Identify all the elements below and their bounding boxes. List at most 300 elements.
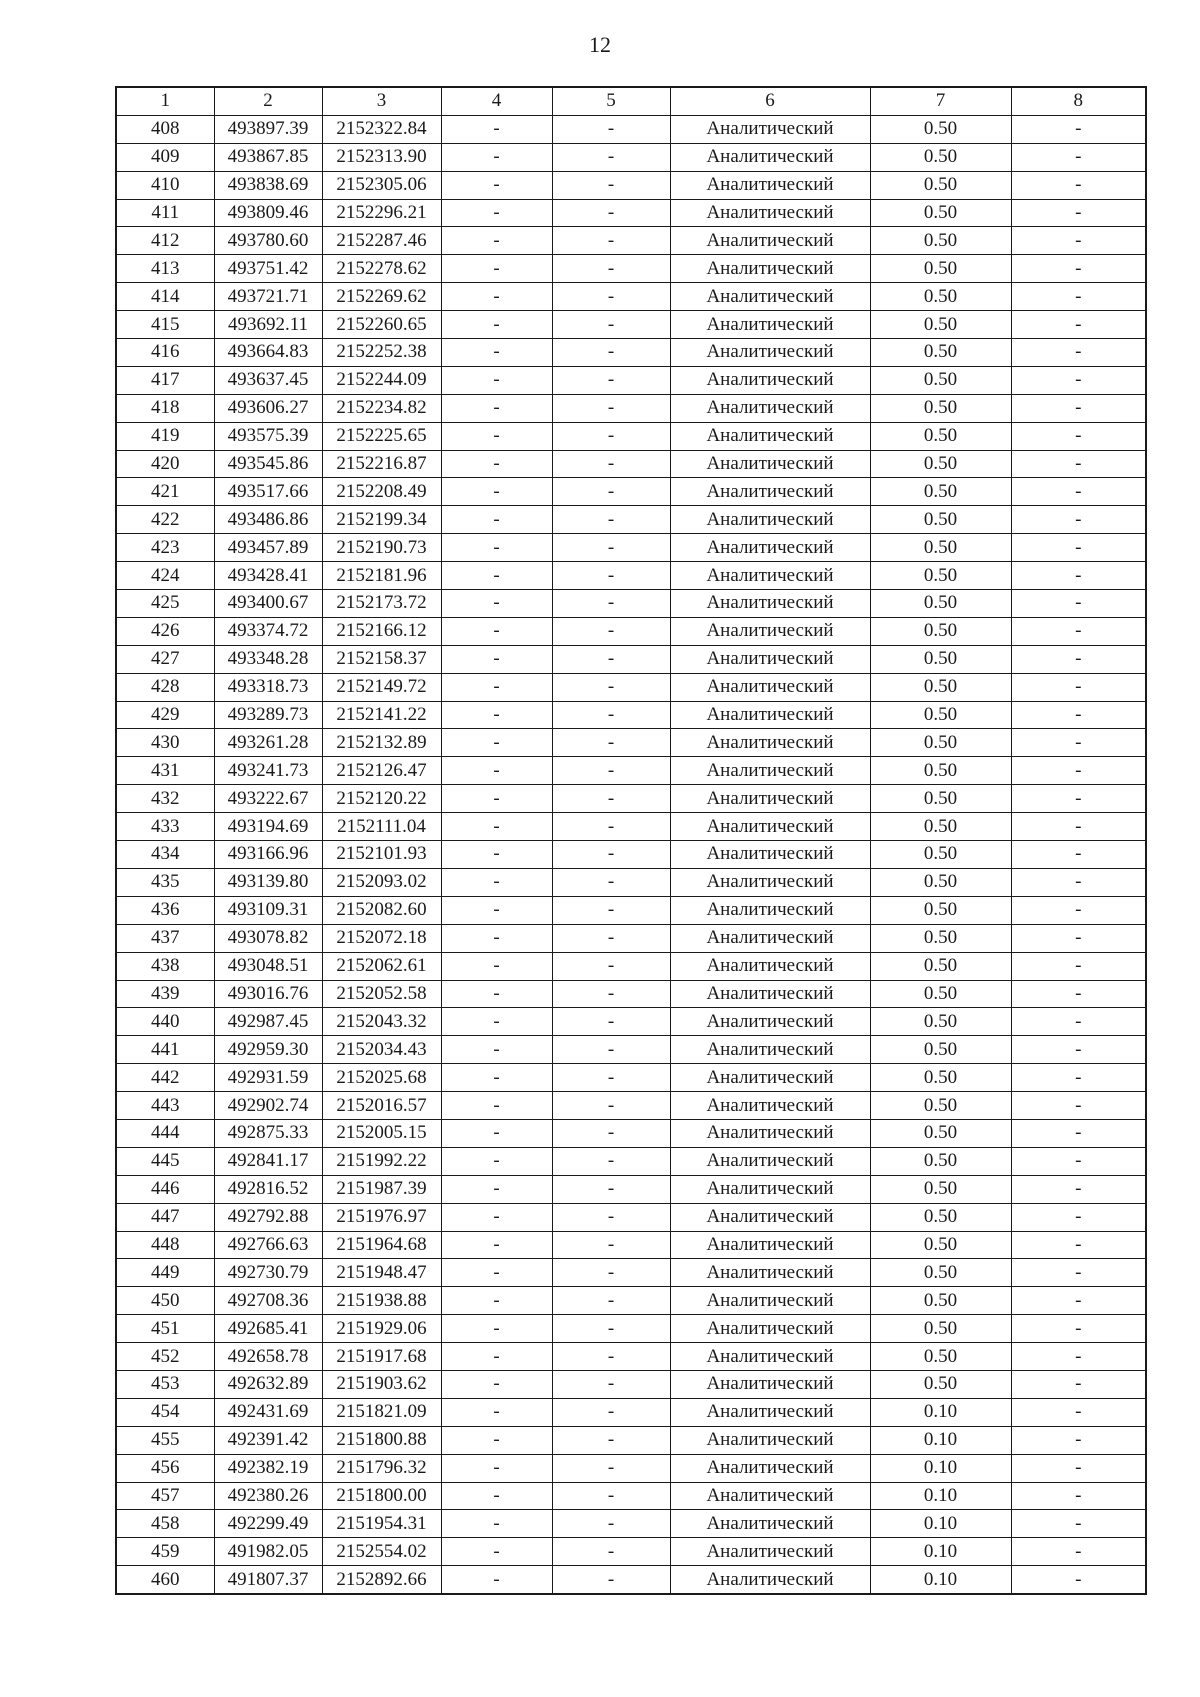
cell-col-4: - <box>441 1315 552 1343</box>
cell-accuracy: 0.50 <box>870 255 1011 283</box>
cell-col-5: - <box>552 701 670 729</box>
cell-col-8: - <box>1011 841 1146 869</box>
cell-method: Аналитический <box>670 757 870 785</box>
table-row <box>116 924 1146 952</box>
cell-point-number: 444 <box>116 1119 214 1147</box>
cell-col-4: - <box>441 1510 552 1538</box>
cell-method: Аналитический <box>670 1203 870 1231</box>
cell-method: Аналитический <box>670 1259 870 1287</box>
cell-accuracy: 0.50 <box>870 562 1011 590</box>
cell-point-number: 419 <box>116 422 214 450</box>
table-row <box>116 1454 1146 1482</box>
cell-y-coordinate: 2152190.73 <box>322 534 441 562</box>
cell-x-coordinate: 493457.89 <box>214 534 322 562</box>
cell-col-4: - <box>441 1231 552 1259</box>
cell-col-8: - <box>1011 199 1146 227</box>
cell-method: Аналитический <box>670 785 870 813</box>
cell-point-number: 415 <box>116 311 214 339</box>
table-row <box>116 1315 1146 1343</box>
cell-col-8: - <box>1011 1175 1146 1203</box>
cell-col-8: - <box>1011 255 1146 283</box>
column-header-8: 8 <box>1011 87 1146 115</box>
table-row <box>116 227 1146 255</box>
cell-point-number: 451 <box>116 1315 214 1343</box>
cell-y-coordinate: 2151964.68 <box>322 1231 441 1259</box>
cell-col-5: - <box>552 283 670 311</box>
cell-accuracy: 0.50 <box>870 1315 1011 1343</box>
cell-accuracy: 0.50 <box>870 1119 1011 1147</box>
cell-accuracy: 0.50 <box>870 1064 1011 1092</box>
cell-col-5: - <box>552 980 670 1008</box>
cell-accuracy: 0.10 <box>870 1510 1011 1538</box>
cell-y-coordinate: 2152111.04 <box>322 813 441 841</box>
cell-point-number: 429 <box>116 701 214 729</box>
cell-col-8: - <box>1011 590 1146 618</box>
cell-col-5: - <box>552 171 670 199</box>
cell-accuracy: 0.50 <box>870 227 1011 255</box>
column-header-1: 1 <box>116 87 214 115</box>
cell-y-coordinate: 2151796.32 <box>322 1454 441 1482</box>
table-row <box>116 1231 1146 1259</box>
cell-method: Аналитический <box>670 952 870 980</box>
cell-col-5: - <box>552 1510 670 1538</box>
cell-point-number: 455 <box>116 1426 214 1454</box>
cell-col-5: - <box>552 562 670 590</box>
table-row <box>116 1259 1146 1287</box>
table-row <box>116 311 1146 339</box>
cell-y-coordinate: 2152225.65 <box>322 422 441 450</box>
cell-col-4: - <box>441 311 552 339</box>
cell-col-5: - <box>552 1482 670 1510</box>
cell-y-coordinate: 2152166.12 <box>322 617 441 645</box>
cell-method: Аналитический <box>670 1175 870 1203</box>
column-header-4: 4 <box>441 87 552 115</box>
cell-accuracy: 0.10 <box>870 1426 1011 1454</box>
cell-col-4: - <box>441 673 552 701</box>
cell-col-4: - <box>441 1259 552 1287</box>
cell-col-8: - <box>1011 1482 1146 1510</box>
cell-y-coordinate: 2152141.22 <box>322 701 441 729</box>
cell-y-coordinate: 2152093.02 <box>322 868 441 896</box>
cell-accuracy: 0.50 <box>870 1231 1011 1259</box>
table-row <box>116 980 1146 1008</box>
cell-x-coordinate: 493048.51 <box>214 952 322 980</box>
cell-method: Аналитический <box>670 1231 870 1259</box>
cell-method: Аналитический <box>670 1147 870 1175</box>
cell-col-5: - <box>552 450 670 478</box>
cell-y-coordinate: 2152892.66 <box>322 1566 441 1594</box>
cell-method: Аналитический <box>670 199 870 227</box>
cell-col-5: - <box>552 673 670 701</box>
cell-x-coordinate: 493838.69 <box>214 171 322 199</box>
cell-method: Аналитический <box>670 422 870 450</box>
table-row <box>116 1092 1146 1120</box>
cell-col-8: - <box>1011 366 1146 394</box>
cell-x-coordinate: 493289.73 <box>214 701 322 729</box>
cell-accuracy: 0.10 <box>870 1566 1011 1594</box>
table-row <box>116 757 1146 785</box>
cell-x-coordinate: 492816.52 <box>214 1175 322 1203</box>
cell-method: Аналитический <box>670 143 870 171</box>
cell-col-8: - <box>1011 1510 1146 1538</box>
cell-accuracy: 0.50 <box>870 1008 1011 1036</box>
cell-y-coordinate: 2152322.84 <box>322 115 441 143</box>
cell-col-8: - <box>1011 450 1146 478</box>
cell-method: Аналитический <box>670 366 870 394</box>
cell-x-coordinate: 493692.11 <box>214 311 322 339</box>
cell-x-coordinate: 493867.85 <box>214 143 322 171</box>
cell-method: Аналитический <box>670 617 870 645</box>
cell-point-number: 454 <box>116 1398 214 1426</box>
cell-col-4: - <box>441 1287 552 1315</box>
cell-accuracy: 0.50 <box>870 645 1011 673</box>
cell-col-5: - <box>552 1287 670 1315</box>
cell-point-number: 449 <box>116 1259 214 1287</box>
cell-col-8: - <box>1011 478 1146 506</box>
cell-accuracy: 0.50 <box>870 1343 1011 1371</box>
cell-point-number: 436 <box>116 896 214 924</box>
cell-y-coordinate: 2152554.02 <box>322 1538 441 1566</box>
cell-point-number: 428 <box>116 673 214 701</box>
cell-col-5: - <box>552 1538 670 1566</box>
cell-method: Аналитический <box>670 1008 870 1036</box>
cell-col-5: - <box>552 1259 670 1287</box>
cell-col-4: - <box>441 952 552 980</box>
cell-x-coordinate: 493318.73 <box>214 673 322 701</box>
cell-col-4: - <box>441 924 552 952</box>
cell-col-8: - <box>1011 283 1146 311</box>
cell-method: Аналитический <box>670 729 870 757</box>
cell-col-8: - <box>1011 1538 1146 1566</box>
cell-col-5: - <box>552 896 670 924</box>
cell-point-number: 452 <box>116 1343 214 1371</box>
table-header-row <box>116 87 1146 115</box>
cell-y-coordinate: 2152287.46 <box>322 227 441 255</box>
cell-col-4: - <box>441 366 552 394</box>
cell-point-number: 414 <box>116 283 214 311</box>
cell-accuracy: 0.50 <box>870 311 1011 339</box>
cell-x-coordinate: 493721.71 <box>214 283 322 311</box>
cell-col-8: - <box>1011 617 1146 645</box>
cell-point-number: 457 <box>116 1482 214 1510</box>
cell-accuracy: 0.50 <box>870 115 1011 143</box>
cell-col-4: - <box>441 143 552 171</box>
cell-col-5: - <box>552 366 670 394</box>
cell-col-4: - <box>441 1064 552 1092</box>
cell-method: Аналитический <box>670 311 870 339</box>
table-row <box>116 701 1146 729</box>
cell-col-4: - <box>441 1008 552 1036</box>
cell-col-8: - <box>1011 506 1146 534</box>
cell-col-4: - <box>441 1566 552 1594</box>
cell-method: Аналитический <box>670 227 870 255</box>
cell-x-coordinate: 493194.69 <box>214 813 322 841</box>
cell-col-8: - <box>1011 757 1146 785</box>
cell-point-number: 425 <box>116 590 214 618</box>
cell-accuracy: 0.50 <box>870 478 1011 506</box>
cell-col-8: - <box>1011 227 1146 255</box>
cell-col-4: - <box>441 478 552 506</box>
cell-accuracy: 0.50 <box>870 785 1011 813</box>
cell-method: Аналитический <box>670 645 870 673</box>
cell-point-number: 430 <box>116 729 214 757</box>
cell-x-coordinate: 492931.59 <box>214 1064 322 1092</box>
cell-x-coordinate: 492708.36 <box>214 1287 322 1315</box>
cell-col-8: - <box>1011 1092 1146 1120</box>
cell-col-8: - <box>1011 562 1146 590</box>
cell-method: Аналитический <box>670 450 870 478</box>
cell-col-4: - <box>441 1482 552 1510</box>
coordinates-table <box>115 86 1147 1595</box>
cell-method: Аналитический <box>670 339 870 367</box>
cell-method: Аналитический <box>670 1566 870 1594</box>
cell-point-number: 456 <box>116 1454 214 1482</box>
cell-point-number: 446 <box>116 1175 214 1203</box>
cell-col-8: - <box>1011 339 1146 367</box>
cell-accuracy: 0.50 <box>870 841 1011 869</box>
cell-col-4: - <box>441 1203 552 1231</box>
cell-x-coordinate: 492685.41 <box>214 1315 322 1343</box>
cell-col-4: - <box>441 813 552 841</box>
cell-col-5: - <box>552 785 670 813</box>
cell-y-coordinate: 2152101.93 <box>322 841 441 869</box>
table-row <box>116 1147 1146 1175</box>
cell-x-coordinate: 493348.28 <box>214 645 322 673</box>
cell-col-8: - <box>1011 673 1146 701</box>
cell-col-8: - <box>1011 785 1146 813</box>
cell-point-number: 443 <box>116 1092 214 1120</box>
table-row <box>116 645 1146 673</box>
cell-x-coordinate: 493809.46 <box>214 199 322 227</box>
cell-y-coordinate: 2152052.58 <box>322 980 441 1008</box>
cell-y-coordinate: 2151917.68 <box>322 1343 441 1371</box>
cell-x-coordinate: 492766.63 <box>214 1231 322 1259</box>
cell-accuracy: 0.50 <box>870 506 1011 534</box>
cell-accuracy: 0.50 <box>870 199 1011 227</box>
cell-col-4: - <box>441 868 552 896</box>
cell-col-8: - <box>1011 896 1146 924</box>
cell-x-coordinate: 493517.66 <box>214 478 322 506</box>
cell-y-coordinate: 2151948.47 <box>322 1259 441 1287</box>
cell-method: Аналитический <box>670 478 870 506</box>
cell-x-coordinate: 493222.67 <box>214 785 322 813</box>
cell-accuracy: 0.50 <box>870 617 1011 645</box>
cell-y-coordinate: 2152034.43 <box>322 1036 441 1064</box>
cell-accuracy: 0.50 <box>870 701 1011 729</box>
cell-point-number: 450 <box>116 1287 214 1315</box>
cell-accuracy: 0.50 <box>870 366 1011 394</box>
cell-col-4: - <box>441 255 552 283</box>
cell-point-number: 442 <box>116 1064 214 1092</box>
cell-method: Аналитический <box>670 673 870 701</box>
cell-col-4: - <box>441 1454 552 1482</box>
table-row <box>116 562 1146 590</box>
cell-accuracy: 0.50 <box>870 534 1011 562</box>
page-number: 12 <box>589 32 611 57</box>
cell-col-5: - <box>552 1092 670 1120</box>
cell-accuracy: 0.50 <box>870 980 1011 1008</box>
cell-method: Аналитический <box>670 1036 870 1064</box>
cell-col-4: - <box>441 450 552 478</box>
cell-col-4: - <box>441 645 552 673</box>
cell-method: Аналитический <box>670 590 870 618</box>
cell-col-5: - <box>552 1370 670 1398</box>
cell-col-8: - <box>1011 980 1146 1008</box>
cell-x-coordinate: 491982.05 <box>214 1538 322 1566</box>
cell-y-coordinate: 2152181.96 <box>322 562 441 590</box>
column-header-5: 5 <box>552 87 670 115</box>
cell-col-8: - <box>1011 1343 1146 1371</box>
cell-y-coordinate: 2152208.49 <box>322 478 441 506</box>
cell-col-4: - <box>441 1147 552 1175</box>
cell-col-8: - <box>1011 1147 1146 1175</box>
cell-col-8: - <box>1011 143 1146 171</box>
cell-col-4: - <box>441 283 552 311</box>
cell-point-number: 423 <box>116 534 214 562</box>
cell-col-5: - <box>552 813 670 841</box>
cell-y-coordinate: 2151954.31 <box>322 1510 441 1538</box>
cell-col-5: - <box>552 617 670 645</box>
cell-col-8: - <box>1011 1287 1146 1315</box>
cell-col-5: - <box>552 757 670 785</box>
cell-y-coordinate: 2152278.62 <box>322 255 441 283</box>
cell-accuracy: 0.50 <box>870 1287 1011 1315</box>
cell-col-8: - <box>1011 534 1146 562</box>
cell-accuracy: 0.10 <box>870 1482 1011 1510</box>
cell-accuracy: 0.50 <box>870 450 1011 478</box>
cell-accuracy: 0.50 <box>870 952 1011 980</box>
cell-method: Аналитический <box>670 896 870 924</box>
cell-y-coordinate: 2152269.62 <box>322 283 441 311</box>
cell-col-4: - <box>441 115 552 143</box>
cell-col-8: - <box>1011 1064 1146 1092</box>
cell-point-number: 421 <box>116 478 214 506</box>
cell-col-5: - <box>552 394 670 422</box>
cell-x-coordinate: 493016.76 <box>214 980 322 1008</box>
cell-col-5: - <box>552 952 670 980</box>
table-row <box>116 478 1146 506</box>
column-header-3: 3 <box>322 87 441 115</box>
cell-accuracy: 0.50 <box>870 283 1011 311</box>
cell-method: Аналитический <box>670 1092 870 1120</box>
cell-col-4: - <box>441 1092 552 1120</box>
cell-y-coordinate: 2152216.87 <box>322 450 441 478</box>
cell-point-number: 417 <box>116 366 214 394</box>
table-row <box>116 506 1146 534</box>
cell-accuracy: 0.50 <box>870 590 1011 618</box>
cell-col-4: - <box>441 506 552 534</box>
cell-col-8: - <box>1011 1315 1146 1343</box>
cell-y-coordinate: 2152260.65 <box>322 311 441 339</box>
cell-col-4: - <box>441 590 552 618</box>
cell-col-4: - <box>441 1343 552 1371</box>
cell-col-5: - <box>552 255 670 283</box>
table-body <box>116 115 1146 1594</box>
cell-point-number: 459 <box>116 1538 214 1566</box>
cell-y-coordinate: 2152149.72 <box>322 673 441 701</box>
cell-x-coordinate: 493078.82 <box>214 924 322 952</box>
cell-point-number: 458 <box>116 1510 214 1538</box>
cell-y-coordinate: 2152126.47 <box>322 757 441 785</box>
cell-col-5: - <box>552 1343 670 1371</box>
cell-col-4: - <box>441 841 552 869</box>
cell-point-number: 422 <box>116 506 214 534</box>
table-row <box>116 1287 1146 1315</box>
cell-col-5: - <box>552 311 670 339</box>
table-row <box>116 199 1146 227</box>
cell-accuracy: 0.50 <box>870 1147 1011 1175</box>
cell-y-coordinate: 2152132.89 <box>322 729 441 757</box>
cell-method: Аналитический <box>670 283 870 311</box>
cell-method: Аналитический <box>670 1119 870 1147</box>
table-row <box>116 785 1146 813</box>
cell-col-4: - <box>441 171 552 199</box>
cell-accuracy: 0.50 <box>870 813 1011 841</box>
cell-x-coordinate: 493606.27 <box>214 394 322 422</box>
table-row <box>116 590 1146 618</box>
cell-point-number: 418 <box>116 394 214 422</box>
cell-y-coordinate: 2152296.21 <box>322 199 441 227</box>
table-row <box>116 1064 1146 1092</box>
column-header-2: 2 <box>214 87 322 115</box>
cell-point-number: 416 <box>116 339 214 367</box>
cell-method: Аналитический <box>670 924 870 952</box>
cell-point-number: 437 <box>116 924 214 952</box>
cell-x-coordinate: 493374.72 <box>214 617 322 645</box>
cell-col-8: - <box>1011 813 1146 841</box>
table-row <box>116 1008 1146 1036</box>
cell-x-coordinate: 493400.67 <box>214 590 322 618</box>
table-row <box>116 450 1146 478</box>
cell-col-4: - <box>441 1426 552 1454</box>
cell-y-coordinate: 2151929.06 <box>322 1315 441 1343</box>
cell-col-5: - <box>552 115 670 143</box>
cell-col-4: - <box>441 1119 552 1147</box>
cell-accuracy: 0.50 <box>870 1036 1011 1064</box>
cell-point-number: 447 <box>116 1203 214 1231</box>
table-row <box>116 868 1146 896</box>
cell-x-coordinate: 492380.26 <box>214 1482 322 1510</box>
cell-col-4: - <box>441 1538 552 1566</box>
cell-method: Аналитический <box>670 841 870 869</box>
cell-method: Аналитический <box>670 1370 870 1398</box>
cell-point-number: 420 <box>116 450 214 478</box>
cell-col-5: - <box>552 590 670 618</box>
cell-col-5: - <box>552 841 670 869</box>
cell-col-5: - <box>552 227 670 255</box>
cell-col-5: - <box>552 339 670 367</box>
table-row <box>116 339 1146 367</box>
cell-method: Аналитический <box>670 394 870 422</box>
cell-y-coordinate: 2152062.61 <box>322 952 441 980</box>
table-row <box>116 115 1146 143</box>
cell-col-8: - <box>1011 1231 1146 1259</box>
cell-method: Аналитический <box>670 534 870 562</box>
cell-method: Аналитический <box>670 1454 870 1482</box>
cell-method: Аналитический <box>670 1398 870 1426</box>
table-row <box>116 255 1146 283</box>
cell-col-4: - <box>441 785 552 813</box>
cell-col-4: - <box>441 534 552 562</box>
cell-col-5: - <box>552 506 670 534</box>
cell-col-5: - <box>552 1147 670 1175</box>
cell-x-coordinate: 493664.83 <box>214 339 322 367</box>
cell-accuracy: 0.10 <box>870 1454 1011 1482</box>
cell-col-5: - <box>552 1566 670 1594</box>
cell-col-8: - <box>1011 171 1146 199</box>
cell-col-4: - <box>441 1036 552 1064</box>
cell-method: Аналитический <box>670 1482 870 1510</box>
